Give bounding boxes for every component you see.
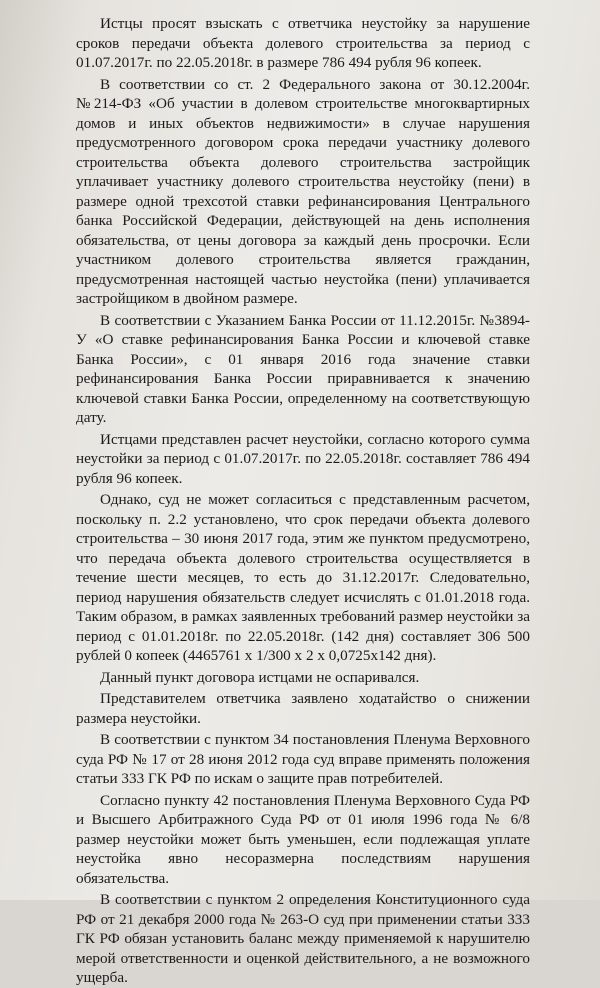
paragraph-plenum-42: Согласно пункту 42 постановления Пленума Верховного Суда РФ и Высшего Арбитражного Суда РФ от 01 июля 1996 года № 6/8 размер неустойки может быть уменьшен, если подлежащая уплате неустойка явно несоразмерна последствиям нарушения обязательства. — [76, 791, 530, 887]
paragraph-claim: Истцы просят взыскать с ответчика неустойку за нарушение сроков передачи объекта долевого строительства за период с 01.07.2017г. по 22.05.2018г. в размере 786 494 рубля 96 копеек. — [76, 15, 530, 71]
paragraph-plaintiff-calculation: Истцами представлен расчет неустойки, согласно которого сумма неустойки за период с 01.07.2017г. по 22.05.2018г. составляет 786 494 рубля 96 копеек. — [76, 430, 530, 487]
paragraph-motion: Представителем ответчика заявлено ходатайство о снижении размера неустойки. — [76, 690, 530, 727]
paragraph-plenum-34: В соответствии с пунктом 34 постановления Пленума Верховного суда РФ № 17 от 28 июня 2012 года суд вправе применять положения статьи 333 ГК РФ по искам о защите прав потребителей. — [76, 731, 530, 787]
paragraph-court-calculation: Однако, суд не может согласиться с представленным расчетом, поскольку п. 2.2 установлено, что срок передачи объекта долевого строительства – 30 июня 2017 года, этим же пунктом предусмотрено, что передача объекта долевого строительства осуществляется в течение шести месяцев, то есть до 31.12.2017г. Следовательно, период нарушения обязательств следует исчислять с 01.01.2018 года. Таким образом, в рамках заявленных требований размер неустойки за период с 01.01.2018г. по 22.05.2018г. (142 дня) составляет 306 500 рублей 0 копеек (4465761 х 1/300 х 2 х 0,0725х142 дня). — [76, 491, 530, 664]
paragraph-not-disputed: Данный пункт договора истцами не оспаривался. — [100, 668, 420, 686]
paragraph-bank-directive: В соответствии с Указанием Банка России от 11.12.2015г. №3894-У «О ставке рефинансирования Банка России и ключевой ставке Банка России», с 01 января 2016 года значение ставки рефинансирования Банка России приравнивается к значению ключевой ставки Банка России, определенному на соответствующую дату. — [76, 311, 530, 426]
paragraph-constitutional-court: В соответствии с пунктом 2 определения Конституционного суда РФ от 21 декабря 2000 года № 263-О суд при применении статьи 333 ГК РФ обязан установить баланс между применяемой к нарушителю мерой ответственности и оценкой действительного, а не возможного ущерба. — [76, 891, 530, 986]
paragraph-law-214: В соответствии со ст. 2 Федерального закона от 30.12.2004г. №214-ФЗ «Об участии в долевом строительстве многоквартирных домов и иных объектов недвижимости» в случае нарушения предусмотренного договором срока передачи участнику долевого строительства объекта долевого строительства застройщик уплачивает участнику долевого строительства неустойку (пени) в размере одной трехсотой ставки рефинансирования Центрального банка Российской Федерации, действующей на день исполнения обязательства, от цены договора за каждый день просрочки. Если участником долевого строительства является гражданин, предусмотренная настоящей частью неустойка (пени) уплачивается застройщиком в двойном размере. — [76, 75, 530, 307]
